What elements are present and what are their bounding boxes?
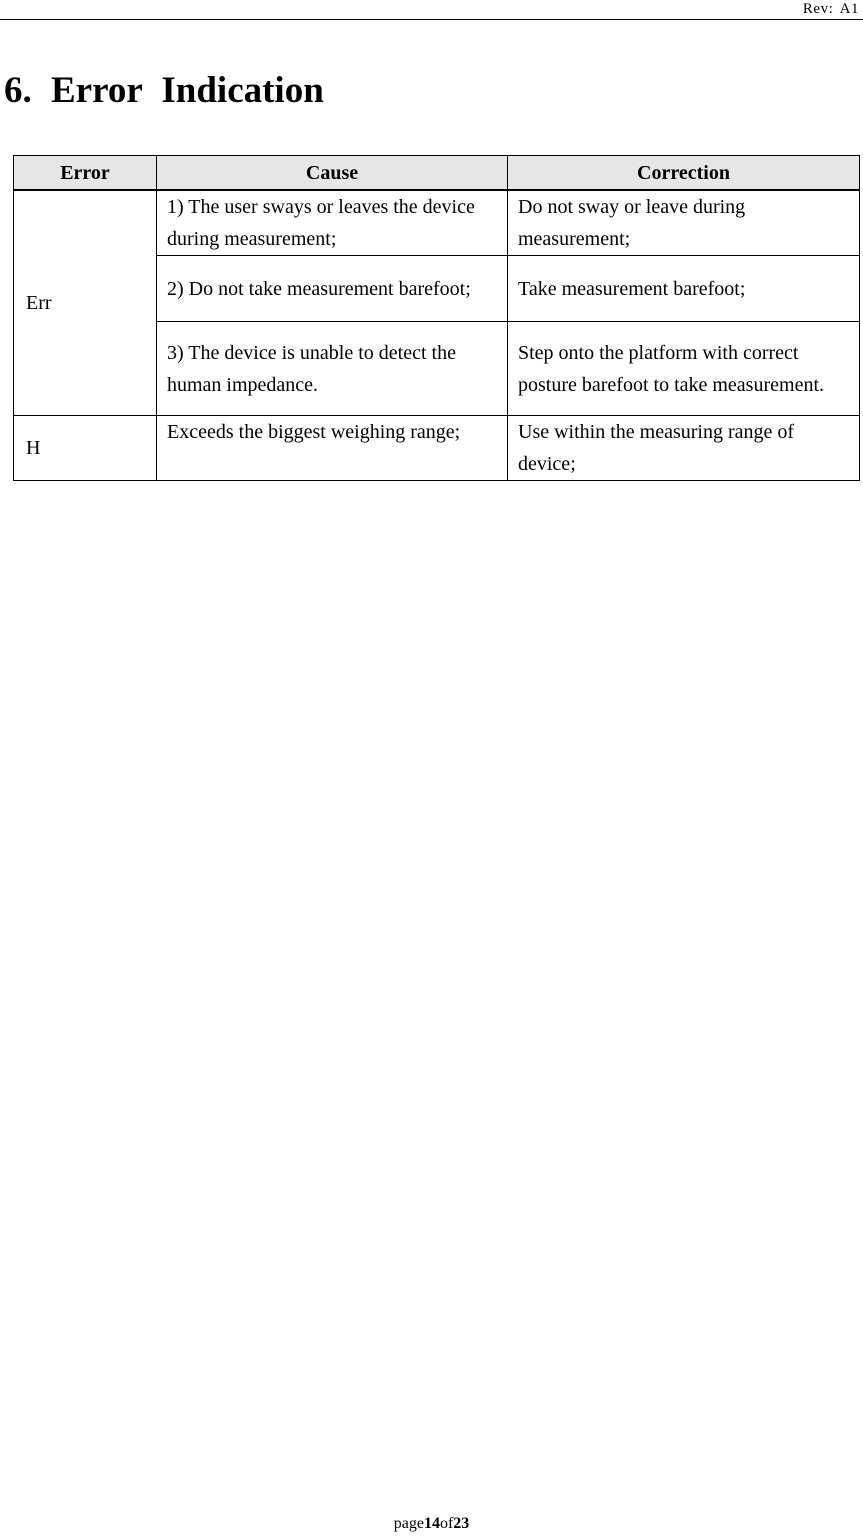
cause-cell: 3) The device is unable to detect the human impedance. bbox=[157, 322, 508, 416]
revision-label: Rev: A1 bbox=[802, 1, 859, 17]
page-mid: of bbox=[439, 1515, 454, 1532]
page-current: 14 bbox=[423, 1515, 440, 1532]
page-number bbox=[0, 1515, 863, 1533]
error-code-cell: Err bbox=[14, 190, 157, 416]
column-header-correction: Correction bbox=[508, 156, 860, 191]
table-row bbox=[14, 190, 860, 256]
cause-cell: 2) Do not take measurement barefoot; bbox=[157, 256, 508, 322]
correction-cell: Step onto the platform with correct posture barefoot to take measurement. bbox=[508, 322, 860, 416]
correction-cell: Do not sway or leave during measurement; bbox=[508, 190, 860, 256]
page-prefix: page bbox=[393, 1515, 424, 1532]
page-total: 23 bbox=[453, 1515, 470, 1532]
cause-cell: Exceeds the biggest weighing range; bbox=[157, 416, 508, 481]
header-rule bbox=[0, 19, 863, 20]
table-header-row bbox=[14, 156, 860, 191]
table-row bbox=[14, 416, 860, 481]
cause-cell: 1) The user sways or leaves the device during measurement; bbox=[157, 190, 508, 256]
error-indication-table bbox=[13, 155, 860, 481]
column-header-error: Error bbox=[14, 156, 157, 191]
column-header-cause: Cause bbox=[157, 156, 508, 191]
correction-cell: Use within the measuring range of device; bbox=[508, 416, 860, 481]
error-code-cell: H bbox=[14, 416, 157, 481]
section-title: 6. Error Indication bbox=[4, 70, 324, 111]
correction-cell: Take measurement barefoot; bbox=[508, 256, 860, 322]
